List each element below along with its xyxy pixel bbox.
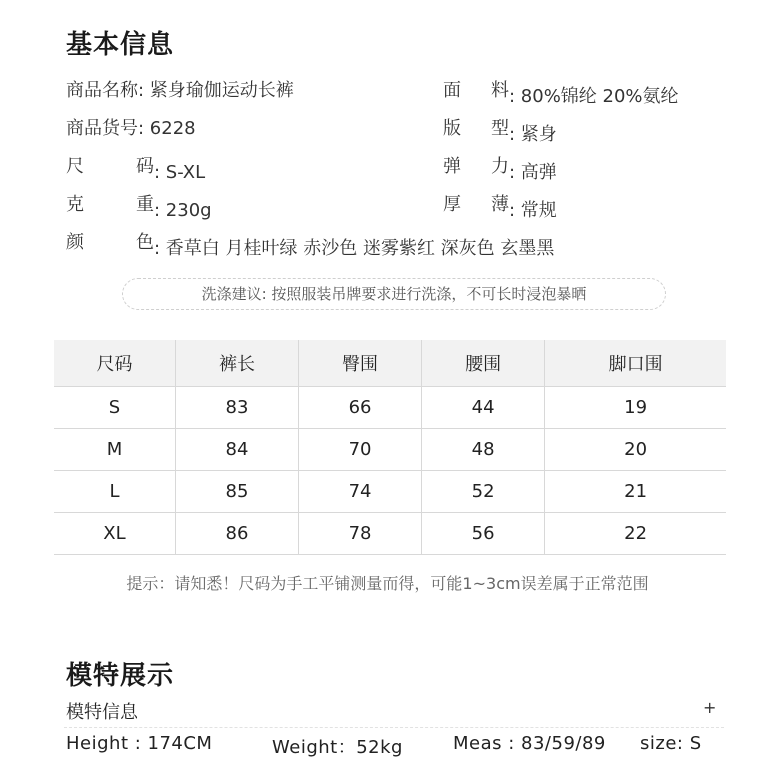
cell-hem: 20 (545, 428, 726, 470)
table-row (54, 386, 726, 428)
size-table-header (54, 340, 726, 386)
product-sku-label: 商品货号 (66, 118, 138, 139)
product-thickness-label: 厚 薄 (443, 194, 509, 215)
product-size-value: : S-XL (154, 162, 206, 183)
cell-hem: 19 (545, 386, 726, 428)
cell-length: 84 (175, 428, 298, 470)
model-divider (64, 727, 724, 728)
cell-size: S (54, 386, 175, 428)
product-name-value: : 紧身瑜伽运动长裤 (138, 80, 294, 101)
wash-instructions: 洗涤建议: 按照服装吊牌要求进行洗涤，不可长时浸泡暴晒 (122, 278, 666, 310)
cell-waist: 48 (422, 428, 545, 470)
product-weight-value: : 230g (154, 200, 212, 221)
header-size: 尺码 (54, 340, 175, 386)
product-sku-row (66, 114, 196, 140)
cell-hip: 66 (299, 386, 422, 428)
product-thickness-value: : 常规 (509, 200, 557, 221)
product-fit-value: : 紧身 (509, 124, 557, 145)
basic-info-title: 基本信息 (66, 30, 175, 60)
size-tip: 提示：请知悉！尺码为手工平铺测量而得，可能1~3cm误差属于正常范围 (126, 574, 649, 593)
product-fabric-row (443, 76, 679, 108)
cell-hip: 74 (299, 470, 422, 512)
cell-waist: 52 (422, 470, 545, 512)
header-waist: 腰围 (422, 340, 545, 386)
table-row (54, 428, 726, 470)
product-size-row (66, 152, 205, 183)
table-row (54, 470, 726, 512)
product-weight-row (66, 190, 212, 221)
product-fit-label: 版 型 (443, 118, 509, 139)
cell-hem: 21 (545, 470, 726, 512)
product-color-value: : 香草白 月桂叶绿 赤沙色 迷雾紫红 深灰色 玄墨黑 (154, 238, 555, 259)
product-stretch-label: 弹 力 (443, 156, 509, 177)
model-weight: Weight：52kg (272, 737, 403, 758)
cell-hem: 22 (545, 512, 726, 554)
header-hip: 臀围 (299, 340, 422, 386)
product-name-row (66, 76, 294, 102)
cell-size: M (54, 428, 175, 470)
product-thickness-row (443, 190, 557, 222)
product-stretch-row (443, 152, 557, 184)
product-stretch-value: : 高弹 (509, 162, 557, 183)
cell-length: 86 (175, 512, 298, 554)
header-hem: 脚口围 (545, 340, 726, 386)
model-measurements: Meas : 83/59/89 (453, 733, 606, 754)
cell-hip: 78 (299, 512, 422, 554)
cell-hip: 70 (299, 428, 422, 470)
table-row (54, 512, 726, 554)
product-color-row (66, 228, 554, 260)
model-show-title: 模特展示 (66, 661, 175, 691)
expand-plus-icon[interactable]: + (703, 698, 717, 717)
product-sku-value: : 6228 (138, 118, 196, 139)
product-weight-label: 克 重 (66, 194, 154, 215)
cell-size: L (54, 470, 175, 512)
cell-waist: 56 (422, 512, 545, 554)
product-size-label: 尺 码 (66, 156, 154, 177)
product-name-label: 商品名称 (66, 80, 138, 101)
cell-size: XL (54, 512, 175, 554)
model-size: size: S (640, 733, 702, 754)
model-height: Height : 174CM (66, 733, 213, 754)
product-color-label: 颜 色 (66, 232, 154, 253)
header-length: 裤长 (175, 340, 298, 386)
product-fabric-label: 面 料 (443, 80, 509, 101)
product-fabric-value: : 80%锦纶 20%氨纶 (509, 86, 679, 107)
size-table (54, 340, 726, 555)
product-fit-row (443, 114, 557, 146)
model-info-subtitle: 模特信息 (66, 702, 138, 723)
cell-length: 83 (175, 386, 298, 428)
cell-length: 85 (175, 470, 298, 512)
cell-waist: 44 (422, 386, 545, 428)
